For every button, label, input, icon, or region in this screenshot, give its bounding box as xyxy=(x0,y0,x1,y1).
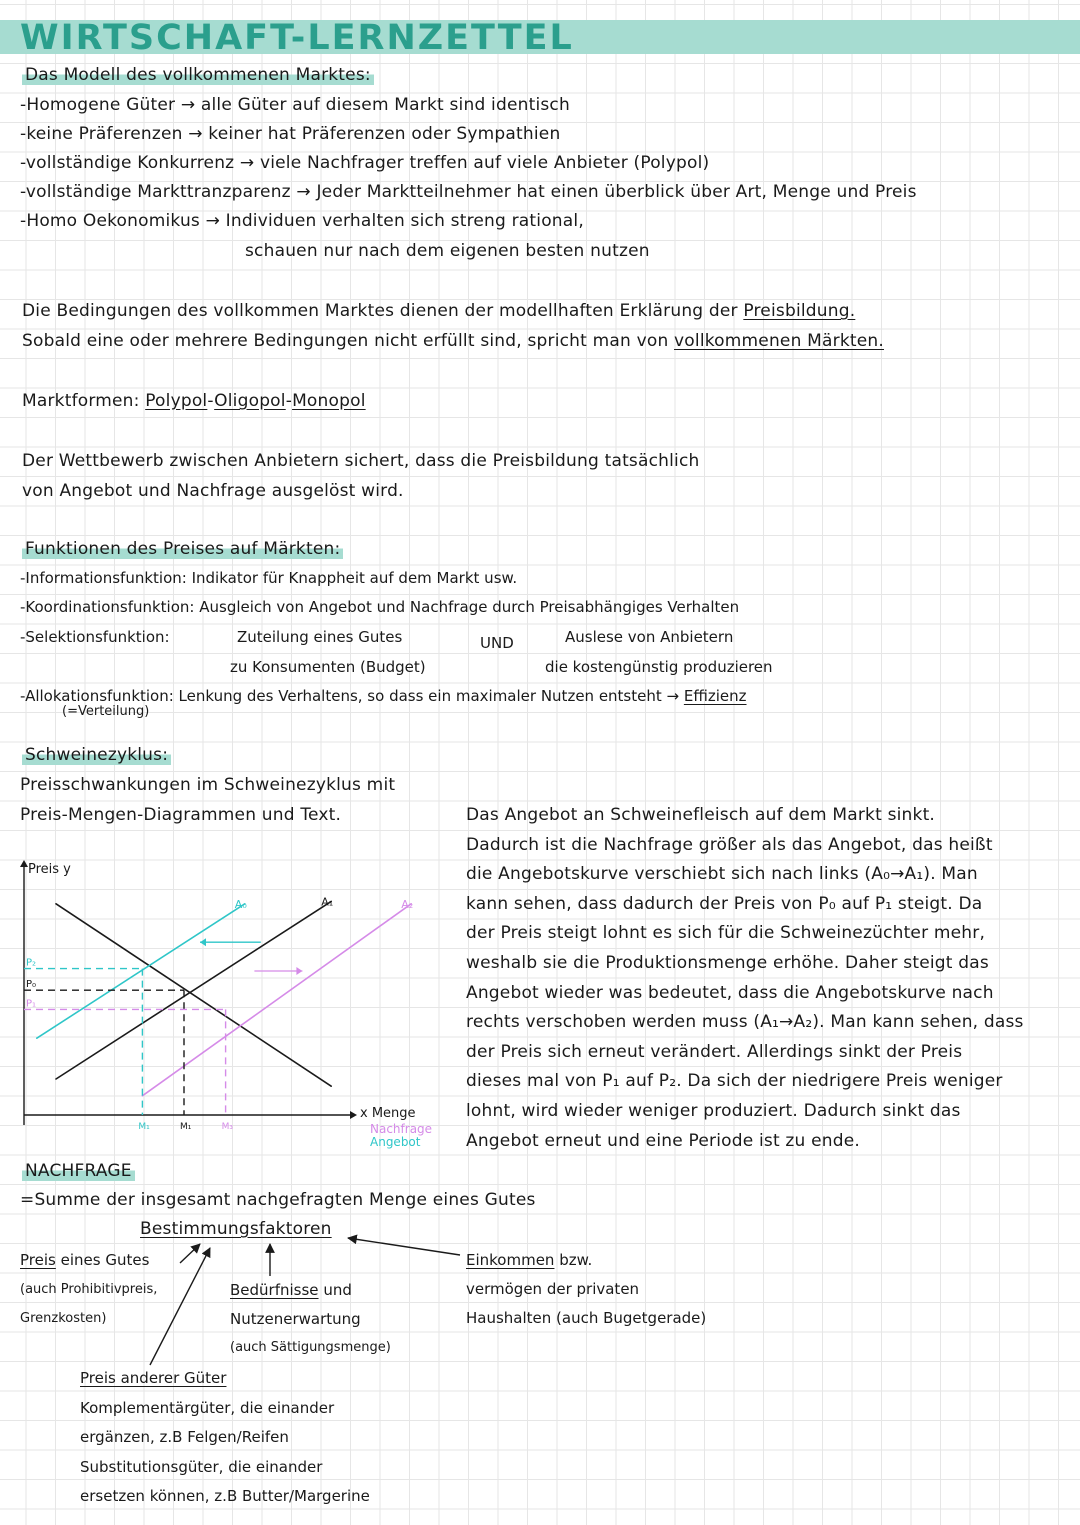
cycle-intro-2: Preis-Mengen-Diagrammen und Text. xyxy=(20,805,342,825)
factor-needs-ul: Bedürfnisse xyxy=(230,1281,319,1299)
factor-income-l2: vermögen der privaten xyxy=(466,1280,640,1298)
factor-price-ul: Preis xyxy=(20,1251,56,1269)
functions-heading-text: Funktionen des Preises auf Märkten: xyxy=(22,539,343,559)
demand-definition: =Summe der insgesamt nachgefragten Menge eines Gutes xyxy=(20,1190,536,1210)
dash-2: - xyxy=(285,391,293,411)
shift-arrow-right-head xyxy=(296,967,302,975)
other-goods-l1: Komplementärgüter, die einander xyxy=(80,1399,335,1417)
cycle-heading xyxy=(22,744,171,766)
pig-cycle-chart xyxy=(0,858,460,1158)
func-sel-label: -Selektionsfunktion: xyxy=(20,628,170,646)
quantity-label-p0: M₁ xyxy=(180,1122,192,1132)
func-alloc-effizienz: Effizienz xyxy=(683,687,747,705)
conditions-underlined-1: Preisbildung. xyxy=(743,301,856,321)
cycle-text-line-11: lohnt, wird wieder weniger produziert. Dadurch sinkt das xyxy=(466,1101,961,1121)
competition-line-2: von Angebot und Nachfrage ausgelöst wird. xyxy=(22,481,404,501)
func-sel-und: UND xyxy=(480,634,514,652)
conditions-line-1 xyxy=(22,300,855,322)
quantity-label-p2: M₁ xyxy=(138,1122,150,1132)
other-goods-l2: ergänzen, z.B Felgen/Reifen xyxy=(80,1428,289,1446)
x-axis-label: x Menge xyxy=(360,1106,416,1121)
market-forms xyxy=(22,390,366,412)
cycle-text-line-1: Das Angebot an Schweinefleisch auf dem Markt sinkt. xyxy=(466,805,936,825)
cycle-text-line-3: die Angebotskurve verschiebt sich nach links (A₀→A₁). Man xyxy=(466,864,978,885)
price-label-p0: P₀ xyxy=(26,979,37,991)
other-goods-l4: ersetzen können, z.B Butter/Margerine xyxy=(80,1487,370,1505)
shift-arrow-left-head xyxy=(200,938,206,946)
vm-item-3: -vollständige Konkurrenz → viele Nachfrager treffen auf viele Anbieter (Polypol) xyxy=(20,153,710,173)
price-label-p2: P₂ xyxy=(26,957,37,969)
vm-item-5: -Homo Oekonomikus → Individuen verhalten sich streng rational, xyxy=(20,211,584,231)
market-forms-label: Marktformen: xyxy=(22,391,140,411)
func-sel-b2: die kostengünstig produzieren xyxy=(545,658,773,676)
demand-factors-text: Bestimmungsfaktoren xyxy=(140,1219,332,1239)
cycle-text-line-12: Angebot erneut und eine Periode ist zu ende. xyxy=(466,1130,861,1151)
conditions-text-1: Die Bedingungen des vollkommen Marktes dienen der modellhaften Erklärung der xyxy=(22,301,738,321)
line-label-a2: A₂ xyxy=(401,897,414,911)
func-info: -Informationsfunktion: Indikator für Knappheit auf dem Markt usw. xyxy=(20,569,518,587)
model-heading xyxy=(22,64,374,86)
cycle-text-line-8: rechts verschoben werden muss (A₁→A₂). Man kann sehen, dass xyxy=(466,1012,1024,1033)
price-label-p1: P₁ xyxy=(26,998,37,1010)
factor-needs-rest: und xyxy=(323,1281,352,1299)
market-form-monopol: Monopol xyxy=(292,391,366,411)
vm-item-4: -vollständige Markttranzparenz → Jeder Marktteilnehmer hat einen überblick über Art, Menge und Preis xyxy=(20,182,917,202)
func-sel-a2: zu Konsumenten (Budget) xyxy=(230,658,426,676)
series-line-a1 xyxy=(37,904,245,1038)
competition-line-1: Der Wettbewerb zwischen Anbietern sichert, dass die Preisbildung tatsächlich xyxy=(22,451,700,471)
conditions-underlined-2: vollkommenen Märkten. xyxy=(674,331,884,351)
page-title: WIRTSCHAFT-LERNZETTEL xyxy=(20,18,574,58)
vm-item-2: -keine Präferenzen → keiner hat Präferenzen oder Sympathien xyxy=(20,124,561,144)
cycle-text-line-9: der Preis sich erneut verändert. Allerdings sinkt der Preis xyxy=(466,1041,963,1062)
demand-heading-text: NACHFRAGE xyxy=(22,1161,135,1181)
line-label-a0: A₁ xyxy=(321,895,334,909)
factor-price-l2: (auch Prohibitivpreis, xyxy=(20,1282,158,1297)
vm-item-1: -Homogene Güter → alle Güter auf diesem Markt sind identisch xyxy=(20,95,570,115)
conditions-line-2 xyxy=(22,330,884,352)
factor-arrows xyxy=(0,1200,600,1400)
market-form-polypol: Polypol xyxy=(145,391,208,411)
factor-needs-l2: Nutzenerwartung xyxy=(230,1310,361,1328)
func-alloc-text: -Allokationsfunktion: Lenkung des Verhaltens, so dass ein maximaler Nutzen entsteht → xyxy=(20,687,680,705)
series-line-a2 xyxy=(142,904,411,1096)
market-form-oligopol: Oligopol xyxy=(214,391,286,411)
quantity-label-p1: M₃ xyxy=(221,1122,233,1132)
legend-angebot: Angebot xyxy=(370,1135,421,1149)
factor-needs-l3: (auch Sättigungsmenge) xyxy=(230,1340,391,1355)
model-heading-text: Das Modell des vollkommenen Marktes: xyxy=(22,65,374,85)
func-sel-b1: Auslese von Anbietern xyxy=(565,628,734,646)
cycle-text-line-6: weshalb sie die Produktionsmenge erhöhe. Daher steigt das xyxy=(466,953,989,973)
factor-price-rest: eines Gutes xyxy=(60,1251,150,1269)
func-koord: -Koordinationsfunktion: Ausgleich von Angebot und Nachfrage durch Preisabhängiges Verhalten xyxy=(20,598,740,616)
cycle-text-line-5: der Preis steigt lohnt es sich für die Schweinezüchter mehr, xyxy=(466,923,986,944)
x-axis-arrow xyxy=(350,1111,357,1119)
func-alloc-sub: (=Verteilung) xyxy=(62,704,150,719)
func-alloc xyxy=(20,686,747,706)
factor-income-l3: Haushalten (auch Bugetgerade) xyxy=(466,1309,707,1327)
vm-item-5-cont: schauen nur nach dem eigenen besten nutzen xyxy=(245,241,650,261)
factor-income-ul: Einkommen xyxy=(466,1251,555,1269)
functions-heading xyxy=(22,538,343,560)
arrow-other-goods xyxy=(150,1248,210,1365)
cycle-text-line-10: dieses mal von P₁ auf P₂. Da sich der niedrigere Preis weniger xyxy=(466,1071,1003,1092)
dash-1: - xyxy=(207,391,215,411)
other-goods-l3: Substitutionsgüter, die einander xyxy=(80,1458,323,1476)
cycle-text-line-2: Dadurch ist die Nachfrage größer als das Angebot, das heißt xyxy=(466,834,993,855)
y-axis-arrow xyxy=(20,860,28,867)
demand-heading xyxy=(22,1160,135,1182)
conditions-text-2: Sobald eine oder mehrere Bedingungen nicht erfüllt sind, spricht man von xyxy=(22,331,669,351)
y-axis-label: Preis y xyxy=(28,862,71,877)
factor-price-l3: Grenzkosten) xyxy=(20,1311,107,1326)
arrow-price xyxy=(180,1244,200,1263)
cycle-text-line-7: Angebot wieder was bedeutet, dass die Angebotskurve nach xyxy=(466,982,994,1003)
cycle-intro-1: Preisschwankungen im Schweinezyklus mit xyxy=(20,775,396,795)
arrow-income xyxy=(348,1238,460,1255)
other-goods-heading-text: Preis anderer Güter xyxy=(80,1369,227,1387)
func-sel-a1: Zuteilung eines Gutes xyxy=(237,628,403,646)
cycle-text-line-4: kann sehen, dass dadurch der Preis von P₀ auf P₁ steigt. Da xyxy=(466,893,983,914)
factor-income-rest: bzw. xyxy=(559,1251,593,1269)
line-label-a1: A₀ xyxy=(234,897,247,911)
legend-nachfrage: Nachfrage xyxy=(370,1122,433,1136)
cycle-heading-text: Schweinezyklus: xyxy=(22,745,171,765)
